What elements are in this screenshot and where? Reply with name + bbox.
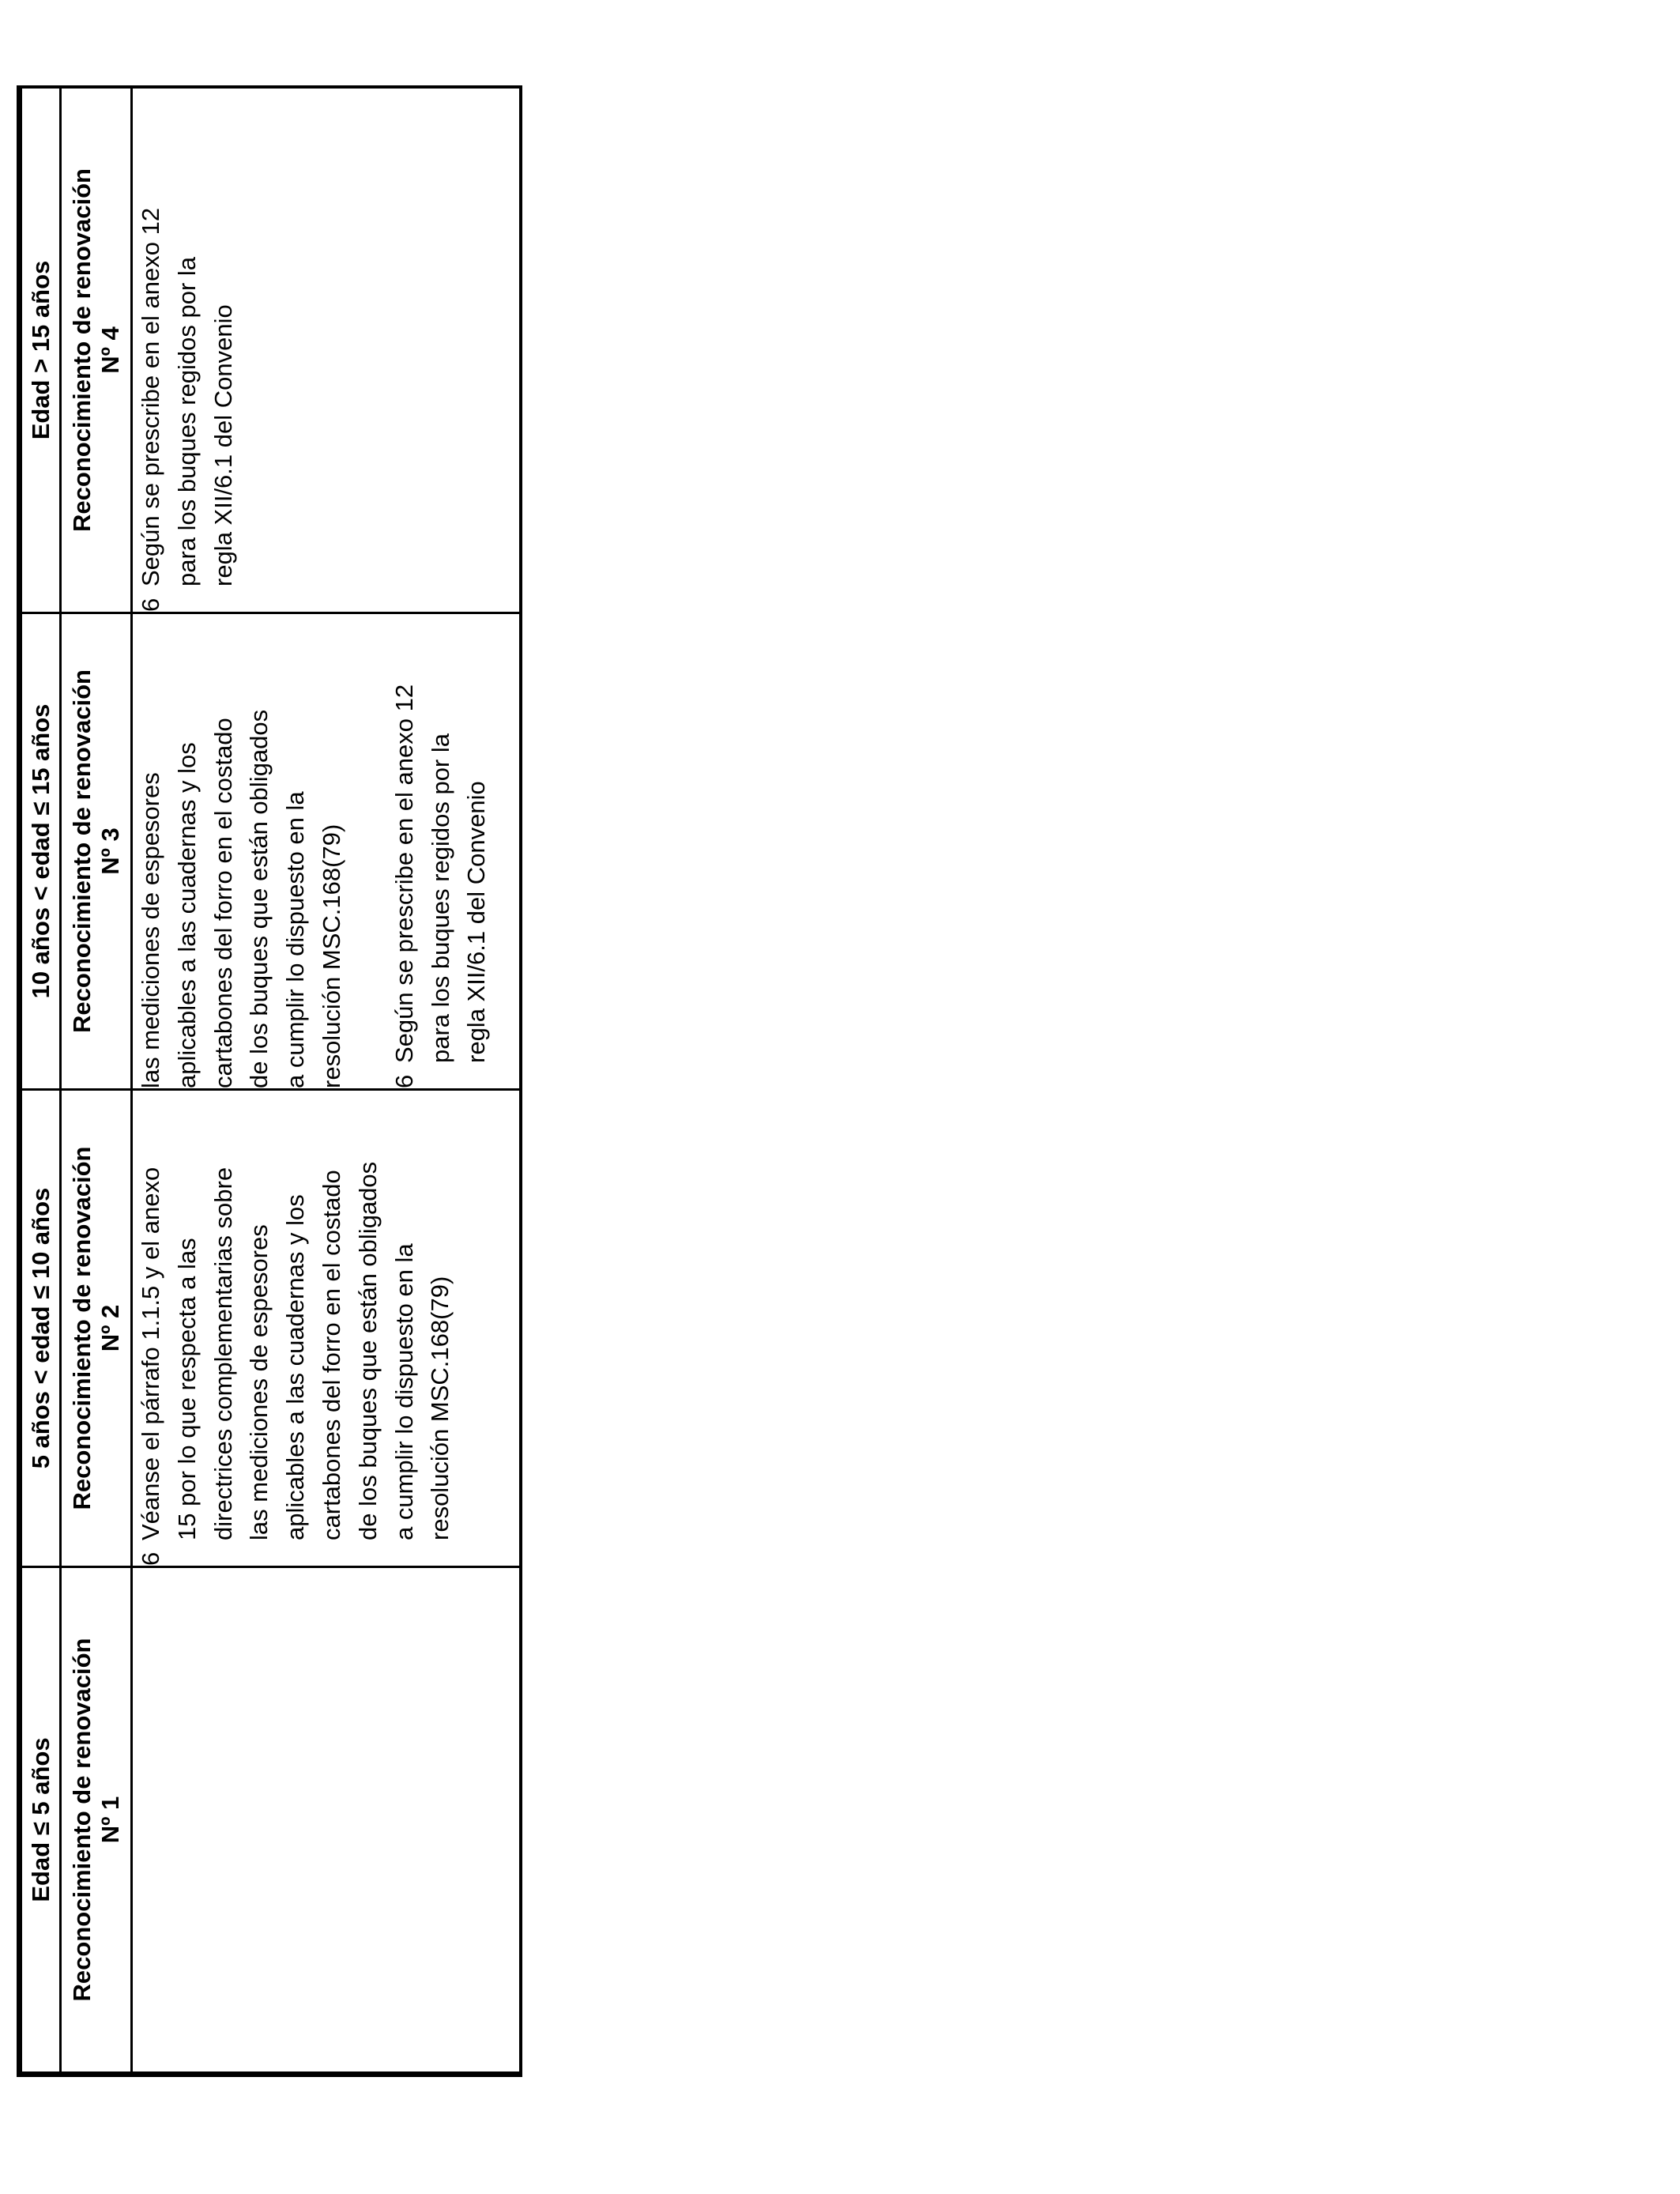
survey-header-2-title: Reconocimiento de renovación (67, 1146, 96, 1510)
survey-header-3-title: Reconocimiento de renovación (67, 669, 96, 1033)
survey-header-1-title: Reconocimiento de renovación (67, 1638, 96, 2002)
note-number: 6 (137, 598, 164, 612)
survey-header-row (61, 88, 132, 2073)
body-cell-2 (132, 1090, 521, 1567)
survey-body-row (132, 88, 521, 2073)
survey-header-1 (61, 1567, 132, 2073)
survey-header-2-number: Nº 2 (96, 1304, 124, 1352)
survey-header-2 (61, 1090, 132, 1567)
renewal-survey-table (20, 86, 522, 2074)
note-item (386, 614, 495, 1088)
age-header-3: 10 años < edad ≤ 15 años (21, 613, 61, 1090)
note-number: 6 (390, 1074, 418, 1088)
survey-header-4 (61, 88, 132, 613)
note-item (133, 89, 241, 612)
body-cell-4 (132, 88, 521, 613)
survey-header-3-number: Nº 3 (96, 827, 124, 875)
survey-header-4-number: Nº 4 (96, 326, 124, 374)
age-header-row (21, 88, 61, 2073)
age-header-1: Edad ≤ 5 años (21, 1567, 61, 2073)
age-header-4: Edad > 15 años (21, 88, 61, 613)
rotated-table-wrapper (20, 89, 519, 2074)
body-cell-1 (132, 1567, 521, 2073)
rotated-table-frame (17, 85, 522, 2077)
survey-header-3 (61, 613, 132, 1090)
note-text: Véanse el párrafo 1.1.5 y el anexo 15 por lo que respecta a las directrices complementarias sobre las mediciones de espesores aplicables a las cuadernas y los cartabones del forro en el costado de los buques que están obligados a cumplir lo dispuesto en la resolución MSC.168(79) (137, 1161, 454, 1540)
note-item (133, 1091, 458, 1566)
note-text: Según se prescribe en el anexo 12 para los buques regidos por la regla XII/6.1 del Convenio (390, 684, 491, 1063)
body-cell-3 (132, 613, 521, 1090)
age-header-2: 5 años < edad ≤ 10 años (21, 1090, 61, 1567)
survey-header-1-number: Nº 1 (96, 1796, 124, 1844)
continued-note-text: las mediciones de espesores aplicables a las cuadernas y los cartabones del forro en el costado de los buques que están obligados a cumplir lo dispuesto en la resolución MSC.168(79) (137, 709, 345, 1088)
note-number: 6 (137, 1551, 164, 1566)
note-text: Según se prescribe en el anexo 12 para los buques regidos por la regla XII/6.1 del Convenio (137, 207, 237, 586)
note-gap (350, 614, 386, 1088)
survey-header-4-title: Reconocimiento de renovación (67, 168, 96, 532)
